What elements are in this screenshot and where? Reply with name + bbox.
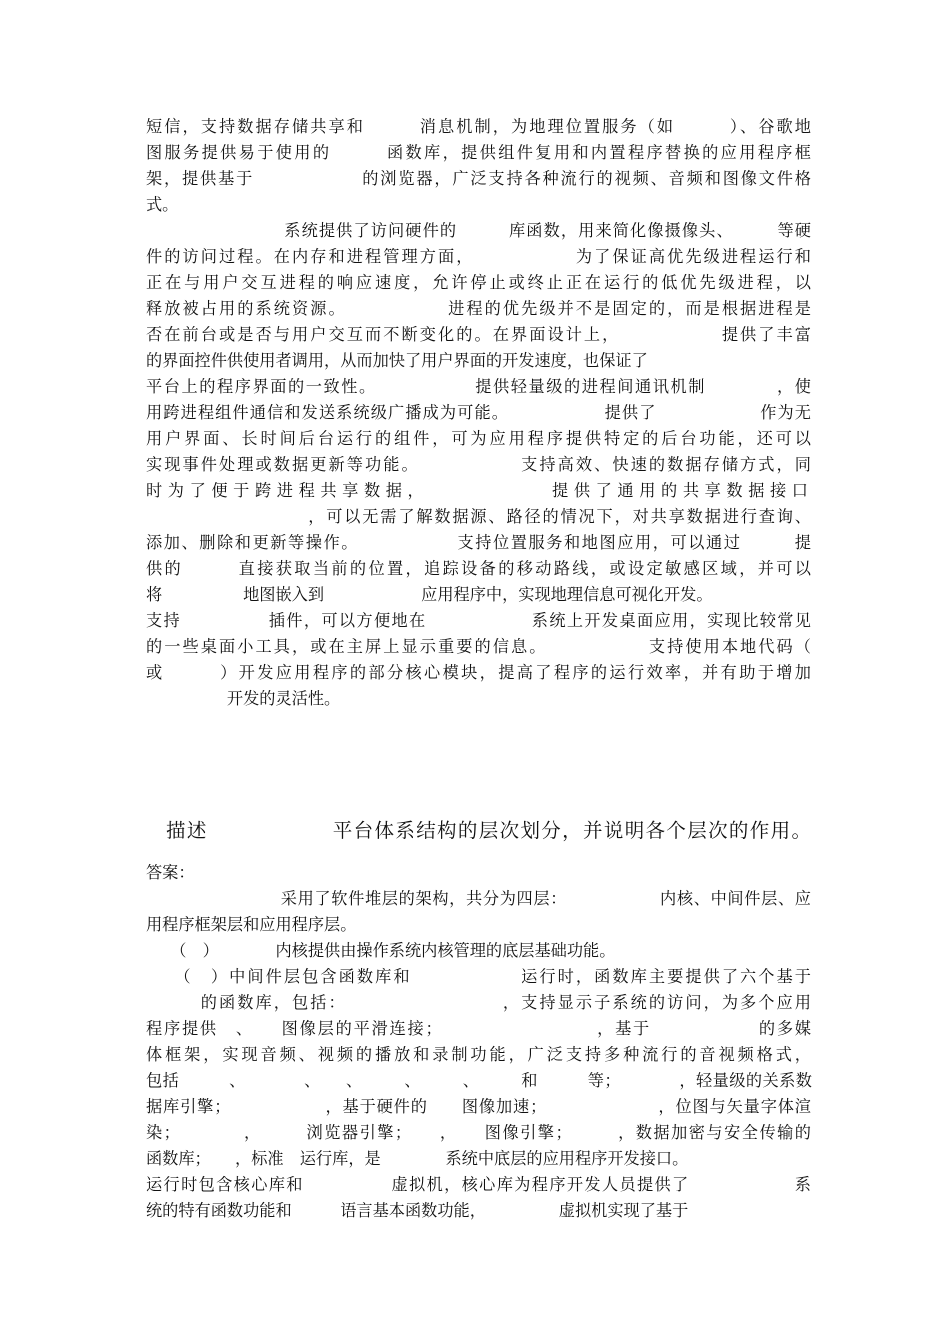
answer-line: 的函数库，包括： ，支持显示子系统的访问，为多个应用 bbox=[146, 993, 811, 1012]
paragraph-line: 实现事件处理或数据更新等功能。 支持高效、快速的数据存储方式，同 bbox=[146, 455, 811, 474]
paragraph-line: 支持 插件，可以方便地在 系统上开发桌面应用，实现比较常见 bbox=[146, 611, 811, 630]
answer-line: 染； ， 浏览器引擎； ， 图像引擎； ，数据加密与安全传输的 bbox=[146, 1123, 811, 1142]
paragraph-line: 平台上的程序界面的一致性。 提供轻量级的进程间通讯机制 ，使 bbox=[146, 377, 811, 396]
paragraph-line: 用户界面、长时间后台运行的组件，可为应用程序提供特定的后台功能，还可以 bbox=[146, 429, 811, 448]
answer-line: 统的特有函数功能和 语言基本函数功能， 虚拟机实现了基于 bbox=[146, 1201, 689, 1220]
answer-line: 据库引擎； ，基于硬件的 图像加速； ，位图与矢量字体渲 bbox=[146, 1097, 811, 1116]
paragraph-line: 否在前台或是否与用户交互而不断变化的。在界面设计上， 提供了丰富 bbox=[146, 325, 811, 344]
answer-line: 用程序框架层和应用程序层。 bbox=[146, 915, 357, 934]
answer-line: 函数库； ，标准 运行库，是 系统中底层的应用程序开发接口。 bbox=[146, 1149, 689, 1168]
paragraph-line: 时为了便于跨进程共享数据， 提供了通用的共享数据接口 bbox=[146, 481, 811, 500]
answer-line: （ ） 内核提供由操作系统内核管理的底层基础功能。 bbox=[146, 941, 616, 960]
paragraph-line: ，可以无需了解数据源、路径的情况下，对共享数据进行查询、 bbox=[146, 507, 811, 526]
paragraph-line: 短信，支持数据存储共享和 消息机制，为地理位置服务（如 ）、谷歌地 bbox=[146, 117, 811, 136]
answer-line: 采用了软件堆层的架构，共分为四层： 内核、中间件层、应 bbox=[146, 889, 811, 908]
paragraph-line: 的一些桌面小工具，或在主屏上显示重要的信息。 支持使用本地代码（ bbox=[146, 637, 811, 656]
paragraph-line: 正在与用户交互进程的响应速度，允许停止或终止正在运行的低优先级进程，以 bbox=[146, 273, 811, 292]
answer-line: 体框架，实现音频、视频的播放和录制功能，广泛支持多种流行的音视频格式， bbox=[146, 1045, 811, 1064]
paragraph-line: 或 ）开发应用程序的部分核心模块，提高了程序的运行效率，并有助于增加 bbox=[146, 663, 811, 682]
answer-label: 答案： bbox=[146, 863, 195, 882]
answer-line: 程序提供 、 图像层的平滑连接； ，基于 的多媒 bbox=[146, 1019, 811, 1038]
paragraph-line: 式。 bbox=[146, 195, 179, 214]
paragraph-line: 的界面控件供使用者调用，从而加快了用户界面的开发速度，也保证了 bbox=[146, 351, 648, 370]
answer-line: （ ）中间件层包含函数库和 运行时，函数库主要提供了六个基于 bbox=[146, 967, 811, 986]
paragraph-line: 用跨进程组件通信和发送系统级广播成为可能。 提供了 作为无 bbox=[146, 403, 811, 422]
paragraph-line: 释放被占用的系统资源。 进程的优先级并不是固定的，而是根据进程是 bbox=[146, 299, 811, 318]
paragraph-line: 件的访问过程。在内存和进程管理方面， 为了保证高优先级进程运行和 bbox=[146, 247, 811, 266]
paragraph-line: 图服务提供易于使用的 函数库，提供组件复用和内置程序替换的应用程序框 bbox=[146, 143, 811, 162]
paragraph-line: 添加、删除和更新等操作。 支持位置服务和地图应用，可以通过 提 bbox=[146, 533, 811, 552]
question-heading: 描述 平台体系结构的层次划分，并说明各个层次的作用。 bbox=[166, 819, 811, 842]
paragraph-line: 将 地图嵌入到 应用程序中，实现地理信息可视化开发。 bbox=[146, 585, 713, 604]
answer-line: 包括 、 、 、 、 、 和 等； ，轻量级的关系数 bbox=[146, 1071, 811, 1090]
answer-line: 运行时包含核心库和 虚拟机，核心库为程序开发人员提供了 系 bbox=[146, 1175, 811, 1194]
paragraph-line: 开发的灵活性。 bbox=[146, 689, 341, 708]
paragraph-line: 供的 直接获取当前的位置，追踪设备的移动路线，或设定敏感区域，并可以 bbox=[146, 559, 811, 578]
paragraph-line: 系统提供了访问硬件的 库函数，用来简化像摄像头、 等硬 bbox=[146, 221, 811, 240]
paragraph-line: 架，提供基于 的浏览器，广泛支持各种流行的视频、音频和图像文件格 bbox=[146, 169, 811, 188]
